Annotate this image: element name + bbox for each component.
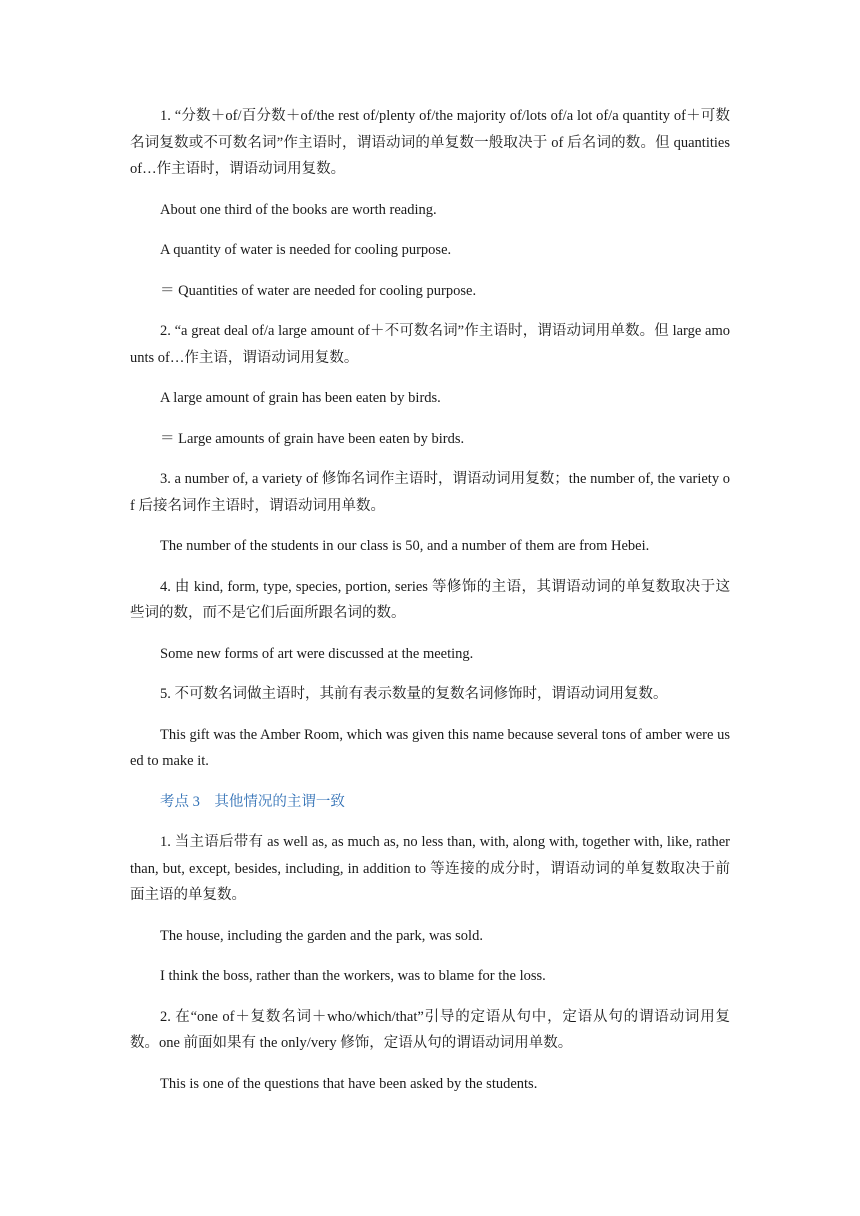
example-sentence: About one third of the books are worth reading. <box>160 201 437 218</box>
example-sentence: I think the boss, rather than the workers, was to blame for the loss. <box>160 968 546 984</box>
example-sentence: Some new forms of art were discussed at the meeting. <box>160 645 474 662</box>
example-sentence: This gift was the Amber Room, which was given this name because several tons of amber were used to make it. <box>130 726 730 769</box>
rule-2-paragraph: 2. 在“one of＋复数名词＋who/which/that”引导的定语从句中，定语从句的谓语动词用复数。one 前面如果有 the only/very 修饰，定语从句的谓语动词用单数。 <box>130 1008 730 1051</box>
example-sentence: The number of the students in our class is 50, and a number of them are from Hebei. <box>160 538 650 554</box>
section-heading: 考点 3 其他情况的主谓一致 <box>160 793 345 810</box>
rule-1-paragraph: 1. “分数＋of/百分数＋of/the rest of/plenty of/the majority of/lots of/a lot of/a quantity of＋可数名词复数或不可数名词”作主语时，谓语动词的单复数一般取决于 of 后名词的数。但 quantities of…作主语时，谓语动词用复数。 <box>130 108 730 177</box>
rule-5-paragraph: 5. 不可数名词做主语时，其前有表示数量的复数名词修饰时，谓语动词用复数。 <box>160 686 668 702</box>
example-sentence: This is one of the questions that have been asked by the students. <box>160 1075 538 1092</box>
document-body <box>130 103 730 1111</box>
example-sentence: A large amount of grain has been eaten by birds. <box>160 390 441 406</box>
example-sentence: The house, including the garden and the park, was sold. <box>160 927 483 944</box>
example-sentence: ＝ Quantities of water are needed for cooling purpose. <box>160 282 477 299</box>
rule-2-paragraph: 2. “a great deal of/a large amount of＋不可数名词”作主语时，谓语动词用单数。但 large amounts of…作主语，谓语动词用复数。 <box>130 323 730 366</box>
rule-1-paragraph: 1. 当主语后带有 as well as, as much as, no less than, with, along with, together with, like, rather than, but, except, besides, including, in addition to 等连接的成分时，谓语动词的单复数取决于前面主语的单复数。 <box>130 834 730 903</box>
example-sentence: A quantity of water is needed for cooling purpose. <box>160 242 452 258</box>
rule-3-paragraph: 3. a number of, a variety of 修饰名词作主语时，谓语动词用复数；the number of, the variety of 后接名词作主语时，谓语动词用单数。 <box>130 471 730 514</box>
example-sentence: ＝ Large amounts of grain have been eaten by birds. <box>160 430 465 447</box>
rule-4-paragraph: 4. 由 kind, form, type, species, portion, series 等修饰的主语，其谓语动词的单复数取决于这些词的数，而不是它们后面所跟名词的数。 <box>130 578 730 621</box>
